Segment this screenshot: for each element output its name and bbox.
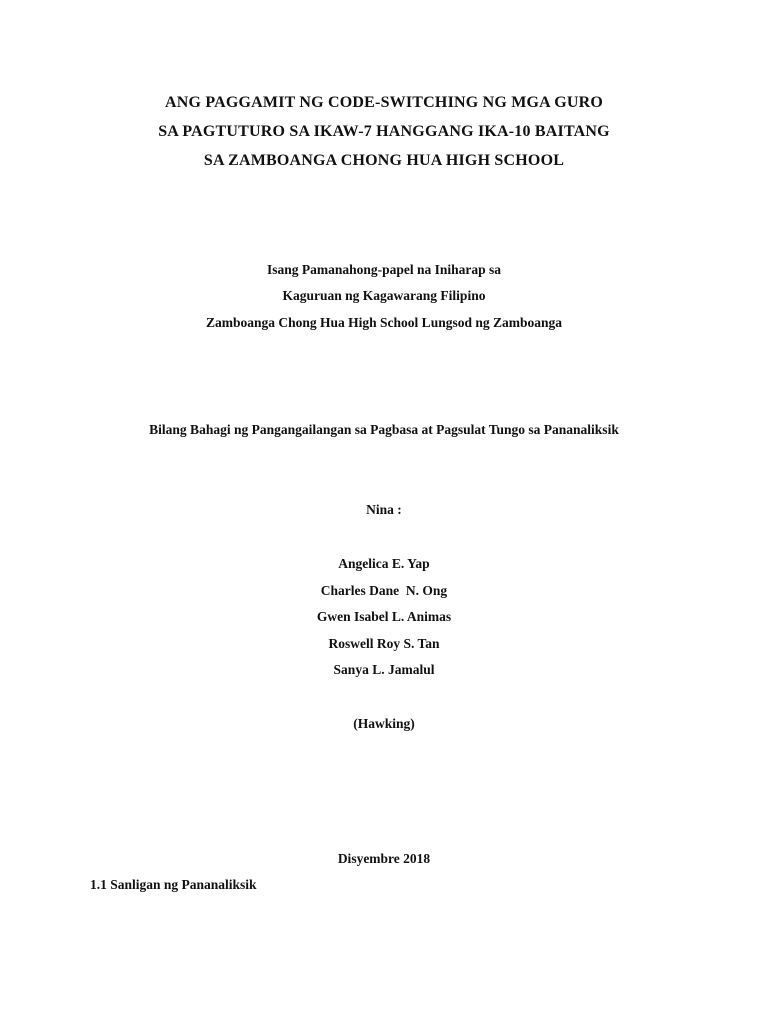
author-name: Gwen Isabel L. Animas	[316, 609, 452, 624]
submission-line-3: Zamboanga Chong Hua High School Lungsod ng Zamboanga	[206, 315, 562, 330]
section-name: (Hawking)	[353, 716, 415, 731]
author-name: Roswell Roy S. Tan	[328, 636, 440, 651]
section-heading: 1.1 Sanligan ng Pananaliksik	[90, 877, 257, 892]
title-line-2: SA PAGTUTURO SA IKAW-7 HANGGANG IKA-10 BAITANG	[158, 123, 610, 140]
submission-line-1: Isang Pamanahong-papel na Iniharap sa	[266, 262, 502, 277]
submission-date: Disyembre 2018	[337, 851, 431, 866]
author-name: Sanya L. Jamalul	[333, 662, 435, 677]
title-line-1: ANG PAGGAMIT NG CODE-SWITCHING NG MGA GURO	[164, 94, 604, 111]
author-name: Charles Dane N. Ong	[320, 583, 448, 598]
authors-label: Nina :	[366, 502, 402, 517]
requirement-statement: Bilang Bahagi ng Pangangailangan sa Pagbasa at Pagsulat Tungo sa Pananaliksik	[149, 422, 619, 437]
title-line-3: SA ZAMBOANGA CHONG HUA HIGH SCHOOL	[203, 152, 565, 169]
submission-line-2: Kaguruan ng Kagawarang Filipino	[282, 288, 486, 303]
author-name: Angelica E. Yap	[338, 556, 430, 571]
